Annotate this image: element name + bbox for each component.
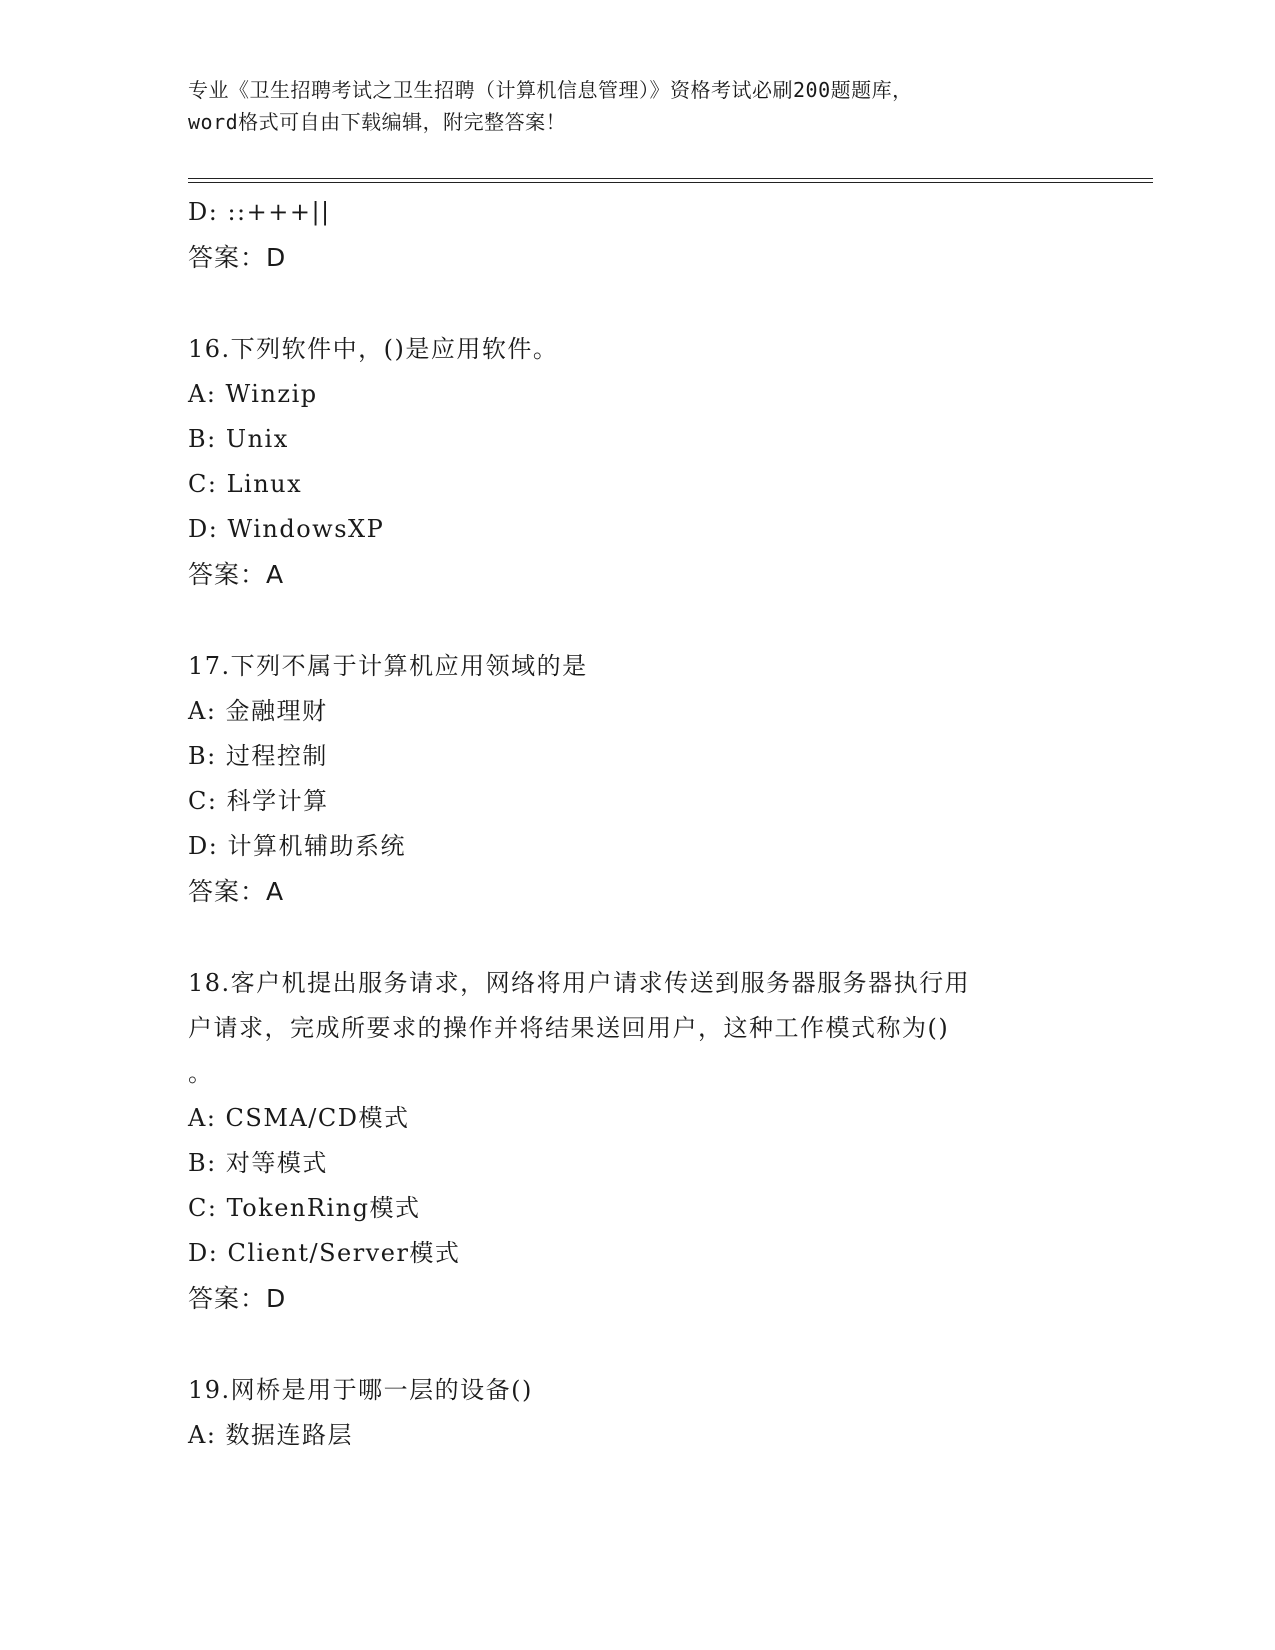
- answer-line: 答案：D: [188, 1284, 287, 1313]
- question-stem-line-3: 。: [188, 1059, 214, 1087]
- spacer: [188, 914, 1088, 961]
- spacer: [188, 597, 1088, 644]
- option-c: C: Linux: [188, 470, 303, 498]
- option-a: A: Winzip: [188, 380, 318, 408]
- option-a: A: CSMA/CD模式: [188, 1104, 410, 1132]
- option-b: B: 过程控制: [188, 742, 328, 770]
- option-a: A: 金融理财: [188, 697, 328, 725]
- question-content: [188, 190, 1088, 1458]
- option-c: C: 科学计算: [188, 787, 329, 815]
- option-d: D: WindowsXP: [188, 515, 385, 543]
- option-b: B: 对等模式: [188, 1149, 328, 1177]
- document-header: [188, 74, 1088, 138]
- question-18: [188, 961, 1088, 1321]
- question-stem: 16.下列软件中，()是应用软件。: [188, 335, 559, 363]
- option-c: C: TokenRing模式: [188, 1194, 421, 1222]
- question-17: [188, 644, 1088, 914]
- question-19: [188, 1368, 1088, 1458]
- question-16: [188, 327, 1088, 597]
- option-d: D: ::+++||: [188, 198, 331, 226]
- prev-question-tail: [188, 190, 1088, 280]
- header-divider: [188, 178, 1153, 183]
- spacer: [188, 1321, 1088, 1368]
- answer-line: 答案：A: [188, 560, 285, 589]
- answer-line: 答案：A: [188, 877, 285, 906]
- header-line-2: word格式可自由下载编辑，附完整答案！: [188, 110, 567, 134]
- spacer: [188, 280, 1088, 327]
- header-line-1: 专业《卫生招聘考试之卫生招聘（计算机信息管理）》资格考试必刷200题题库，: [188, 78, 913, 102]
- option-a: A: 数据连路层: [188, 1421, 354, 1449]
- question-stem-line-2: 户请求，完成所要求的操作并将结果送回用户，这种工作模式称为(): [188, 1014, 950, 1042]
- option-d: D: Client/Server模式: [188, 1239, 461, 1267]
- question-stem: 19.网桥是用于哪一层的设备(): [188, 1376, 533, 1404]
- option-d: D: 计算机辅助系统: [188, 832, 406, 860]
- answer-line: 答案：D: [188, 243, 287, 272]
- question-stem: 17.下列不属于计算机应用领域的是: [188, 652, 588, 680]
- question-stem-line-1: 18.客户机提出服务请求，网络将用户请求传送到服务器服务器执行用: [188, 969, 971, 997]
- option-b: B: Unix: [188, 425, 289, 453]
